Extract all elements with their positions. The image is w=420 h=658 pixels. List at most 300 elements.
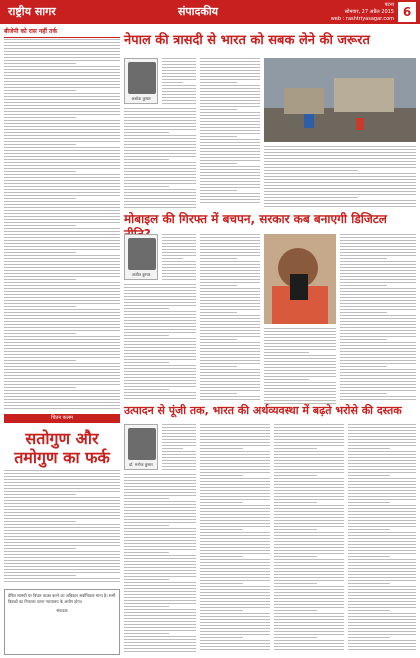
body-text-line	[124, 159, 169, 160]
body-text-line	[340, 384, 416, 385]
body-text-line	[348, 439, 416, 440]
body-text-line	[124, 132, 169, 133]
body-text-line	[200, 282, 260, 283]
imprint-box	[4, 589, 120, 655]
author-photo-2	[124, 234, 158, 280]
body-text-line	[4, 309, 120, 310]
body-text-line	[274, 547, 344, 548]
body-text-line	[124, 144, 196, 145]
body-text-line	[124, 347, 196, 348]
body-text-line	[4, 60, 120, 61]
body-text-line	[200, 643, 270, 644]
body-text-line	[4, 327, 120, 328]
body-text-line	[124, 615, 196, 616]
body-text-line	[4, 488, 120, 489]
body-text-line	[200, 475, 243, 476]
body-text-line	[162, 67, 196, 68]
body-text-line	[4, 141, 120, 142]
body-text-line	[264, 361, 336, 362]
body-text-line	[124, 123, 196, 124]
body-text-line	[274, 610, 317, 611]
body-text-line	[200, 190, 237, 191]
body-text-line	[4, 282, 120, 283]
body-text-line	[124, 365, 196, 366]
body-text-line	[162, 463, 196, 464]
date-line: पटना सोमवार, 27 अप्रैल 2015 web : rashtriyasagar.com	[330, 2, 394, 22]
body-text-line	[348, 520, 416, 521]
body-text-line	[200, 601, 270, 602]
body-text-line	[340, 261, 416, 262]
body-text-line	[200, 390, 260, 391]
body-text-line	[340, 252, 416, 253]
body-text-line	[200, 505, 270, 506]
body-text-line	[4, 228, 120, 229]
body-text-line	[4, 348, 120, 349]
body-text-line	[4, 521, 76, 522]
body-text-line	[200, 430, 270, 431]
body-text-line	[340, 294, 416, 295]
body-text-line	[124, 290, 196, 291]
body-text-line	[4, 219, 120, 220]
body-text-line	[200, 127, 260, 128]
body-text-line	[124, 362, 169, 363]
body-text-line	[200, 511, 270, 512]
body-text-line	[200, 118, 260, 119]
left-column	[4, 27, 120, 655]
body-text-line	[124, 528, 196, 529]
body-text-line	[348, 541, 416, 542]
body-text-line	[274, 631, 344, 632]
body-text-line	[4, 216, 120, 217]
body-text-line	[200, 82, 237, 83]
body-text-line	[124, 570, 196, 571]
body-text-line	[124, 624, 196, 625]
body-text-line	[124, 627, 196, 628]
body-text-line	[124, 302, 196, 303]
body-text-line	[4, 75, 120, 76]
body-text-line	[124, 174, 196, 175]
body-text-line	[264, 161, 416, 162]
body-text-line	[200, 399, 260, 400]
body-text-line	[200, 300, 260, 301]
body-text-line	[340, 357, 416, 358]
body-text-line	[200, 384, 260, 385]
body-text-line	[264, 164, 416, 165]
body-text-line	[200, 508, 270, 509]
body-text-line	[124, 168, 196, 169]
body-text-line	[200, 616, 270, 617]
left-body-text	[4, 39, 120, 411]
body-text-line	[124, 531, 196, 532]
body-text-line	[200, 261, 260, 262]
body-text-line	[200, 637, 243, 638]
body-text-line	[274, 589, 344, 590]
body-text-line	[124, 398, 196, 399]
body-text-line	[124, 207, 196, 208]
body-text-line	[4, 506, 120, 507]
body-text-line	[4, 258, 120, 259]
body-text-line	[4, 231, 120, 232]
body-text-line	[200, 94, 260, 95]
body-text-line	[124, 561, 196, 562]
body-text-line	[124, 195, 196, 196]
body-text-line	[124, 555, 196, 556]
body-text-line	[348, 562, 416, 563]
body-text-line	[264, 397, 336, 398]
body-text-line	[348, 556, 390, 557]
body-text-line	[200, 496, 270, 497]
body-text-line	[264, 346, 336, 347]
body-text-line	[200, 181, 260, 182]
body-text-line	[274, 544, 344, 545]
body-text-line	[264, 340, 336, 341]
body-text-line	[274, 514, 344, 515]
body-text-line	[274, 553, 344, 554]
body-text-line	[4, 240, 120, 241]
body-text-line	[264, 158, 416, 159]
story2-text-d	[340, 234, 416, 402]
body-text-line	[124, 329, 196, 330]
body-text-line	[124, 332, 196, 333]
body-text-line	[200, 112, 260, 113]
body-text-line	[264, 364, 336, 365]
body-text-line	[162, 237, 196, 238]
body-text-line	[340, 300, 416, 301]
body-text-line	[124, 371, 196, 372]
left-headline: सतोगुण और तमोगुण का फर्क	[14, 429, 110, 467]
body-text-line	[4, 312, 120, 313]
body-text-line	[162, 252, 196, 253]
body-text-line	[348, 544, 416, 545]
body-text-line	[200, 154, 260, 155]
body-text-line	[200, 487, 270, 488]
body-text-line	[340, 318, 416, 319]
body-text-line	[200, 396, 260, 397]
body-text-line	[4, 90, 76, 91]
body-text-line	[340, 351, 416, 352]
body-text-line	[4, 399, 120, 400]
story1-text-c	[200, 58, 260, 205]
body-text-line	[274, 487, 344, 488]
body-text-line	[4, 482, 120, 483]
body-text-line	[200, 252, 260, 253]
body-text-line	[264, 394, 336, 395]
body-text-line	[264, 149, 416, 150]
body-text-line	[162, 91, 196, 92]
body-text-line	[162, 94, 196, 95]
body-text-line	[124, 383, 196, 384]
body-text-line	[162, 73, 196, 74]
body-text-line	[200, 499, 270, 500]
body-text-line	[200, 61, 260, 62]
body-text-line	[4, 288, 120, 289]
body-text-line	[348, 550, 416, 551]
body-text-line	[4, 192, 120, 193]
body-text-line	[200, 103, 260, 104]
body-text-line	[200, 64, 260, 65]
body-text-line	[124, 189, 196, 190]
body-text-line	[124, 477, 196, 478]
body-text-line	[274, 616, 344, 617]
body-text-line	[124, 534, 196, 535]
body-text-line	[124, 308, 169, 309]
body-text-line	[200, 366, 237, 367]
body-text-line	[264, 203, 416, 204]
body-text-line	[162, 279, 196, 280]
body-text-line	[200, 532, 270, 533]
body-text-line	[4, 509, 120, 510]
body-text-line	[124, 180, 196, 181]
body-text-line	[4, 162, 120, 163]
body-text-line	[340, 282, 416, 283]
body-text-line	[200, 448, 243, 449]
body-text-line	[162, 64, 196, 65]
body-text-line	[264, 379, 309, 380]
body-text-line	[348, 460, 416, 461]
body-text-line	[4, 512, 120, 513]
body-text-line	[348, 454, 416, 455]
body-text-line	[200, 451, 270, 452]
body-text-line	[200, 348, 260, 349]
body-text-line	[200, 640, 270, 641]
body-text-line	[4, 542, 120, 543]
body-text-line	[200, 73, 260, 74]
body-text-line	[274, 571, 344, 572]
body-text-line	[124, 353, 196, 354]
body-text-line	[340, 336, 416, 337]
body-text-line	[200, 160, 260, 161]
body-text-line	[200, 547, 270, 548]
body-text-line	[348, 487, 416, 488]
body-text-line	[4, 548, 76, 549]
body-text-line	[264, 388, 336, 389]
body-text-line	[274, 424, 344, 425]
body-text-line	[4, 93, 120, 94]
body-text-line	[200, 267, 260, 268]
body-text-line	[264, 385, 336, 386]
body-text-line	[124, 639, 196, 640]
body-text-line	[4, 105, 120, 106]
left-body-text-2	[4, 470, 120, 584]
body-text-line	[124, 323, 196, 324]
body-text-line	[124, 326, 196, 327]
body-text-line	[162, 445, 196, 446]
body-text-line	[162, 240, 196, 241]
body-text-line	[124, 284, 196, 285]
body-text-line	[348, 505, 416, 506]
body-text-line	[200, 333, 260, 334]
body-text-line	[200, 336, 260, 337]
body-text-line	[124, 492, 196, 493]
body-text-line	[348, 430, 416, 431]
story3-text-c	[200, 424, 270, 652]
body-text-line	[4, 279, 76, 280]
story2-text-e	[264, 328, 336, 406]
body-text-line	[124, 609, 196, 610]
body-text-line	[4, 270, 120, 271]
body-text-line	[4, 285, 120, 286]
body-text-line	[274, 565, 344, 566]
body-text-line	[274, 505, 344, 506]
body-text-line	[340, 321, 416, 322]
body-text-line	[264, 173, 416, 174]
body-text-line	[348, 571, 416, 572]
body-text-line	[124, 633, 169, 634]
body-text-line	[124, 359, 196, 360]
body-text-line	[124, 606, 169, 607]
body-text-line	[274, 475, 317, 476]
body-text-line	[4, 485, 120, 486]
body-text-line	[162, 451, 196, 452]
body-text-line	[4, 273, 120, 274]
body-text-line	[348, 628, 416, 629]
body-text-line	[200, 544, 270, 545]
body-text-line	[200, 330, 260, 331]
body-text-line	[4, 222, 120, 223]
body-text-line	[264, 373, 336, 374]
body-text-line	[4, 315, 120, 316]
body-text-line	[200, 249, 260, 250]
body-text-line	[264, 155, 416, 156]
body-text-line	[4, 569, 120, 570]
body-text-line	[124, 201, 196, 202]
body-text-line	[124, 540, 196, 541]
body-text-line	[200, 255, 260, 256]
body-text-line	[4, 39, 120, 40]
body-text-line	[274, 466, 344, 467]
body-text-line	[124, 552, 169, 553]
author-face	[128, 428, 156, 460]
body-text-line	[348, 475, 390, 476]
body-text-line	[200, 520, 270, 521]
body-text-line	[274, 457, 344, 458]
body-text-line	[274, 628, 344, 629]
body-text-line	[340, 330, 416, 331]
body-text-line	[4, 318, 120, 319]
body-text-line	[200, 270, 260, 271]
body-text-line	[4, 527, 120, 528]
body-text-line	[274, 508, 344, 509]
body-text-line	[274, 613, 344, 614]
body-text-line	[340, 312, 387, 313]
body-text-line	[4, 120, 120, 121]
body-text-line	[274, 502, 317, 503]
body-text-line	[340, 360, 416, 361]
body-text-line	[340, 366, 387, 367]
body-text-line	[4, 144, 76, 145]
body-text-line	[200, 309, 260, 310]
body-text-line	[4, 180, 120, 181]
body-text-line	[124, 564, 196, 565]
body-text-line	[274, 595, 344, 596]
body-text-line	[4, 476, 120, 477]
body-text-line	[264, 188, 416, 189]
body-text-line	[200, 91, 260, 92]
story2-text-a	[162, 234, 196, 282]
body-text-line	[200, 357, 260, 358]
body-text-line	[124, 636, 196, 637]
body-text-line	[4, 102, 120, 103]
body-text-line	[124, 525, 169, 526]
body-text-line	[200, 291, 260, 292]
body-text-line	[4, 402, 120, 403]
body-text-line	[200, 378, 260, 379]
body-text-line	[274, 496, 344, 497]
body-text-line	[4, 581, 120, 582]
body-text-line	[124, 489, 196, 490]
body-text-line	[274, 622, 344, 623]
story3-text-b	[124, 474, 196, 654]
body-text-line	[348, 613, 416, 614]
story1-text-b	[124, 108, 196, 210]
body-text-line	[340, 249, 416, 250]
body-text-line	[200, 237, 260, 238]
body-text-line	[348, 484, 416, 485]
body-text-line	[200, 136, 237, 137]
body-text-line	[200, 562, 270, 563]
body-text-line	[124, 183, 196, 184]
story2-text-c	[200, 234, 260, 402]
body-text-line	[264, 334, 336, 335]
body-text-line	[200, 318, 260, 319]
body-text-line	[124, 296, 196, 297]
body-text-line	[200, 88, 260, 89]
body-text-line	[162, 58, 196, 59]
body-text-line	[162, 430, 196, 431]
body-text-line	[200, 586, 270, 587]
left-top-title: बीजेपी को रास नहीं तर्क	[4, 27, 120, 38]
body-text-line	[274, 640, 344, 641]
body-text-line	[348, 637, 390, 638]
body-text-line	[124, 513, 196, 514]
body-text-line	[124, 642, 196, 643]
body-text-line	[348, 526, 416, 527]
body-text-line	[274, 598, 344, 599]
body-text-line	[348, 532, 416, 533]
body-text-line	[200, 276, 260, 277]
body-text-line	[4, 563, 120, 564]
body-text-line	[162, 460, 196, 461]
left-kicker: चिंतन कलम	[4, 414, 120, 423]
body-text-line	[200, 523, 270, 524]
body-text-line	[4, 54, 120, 55]
body-text-line	[4, 342, 120, 343]
body-text-line	[348, 448, 390, 449]
body-text-line	[4, 126, 120, 127]
body-text-line	[200, 571, 270, 572]
body-text-line	[124, 648, 196, 649]
body-text-line	[264, 170, 358, 171]
body-text-line	[340, 309, 416, 310]
body-text-line	[4, 500, 120, 501]
body-text-line	[348, 451, 416, 452]
body-text-line	[200, 172, 260, 173]
body-text-line	[348, 598, 416, 599]
body-text-line	[340, 264, 416, 265]
body-text-line	[4, 72, 120, 73]
body-text-line	[274, 586, 344, 587]
body-text-line	[274, 439, 344, 440]
body-text-line	[4, 123, 120, 124]
body-text-line	[4, 204, 120, 205]
body-text-line	[200, 175, 260, 176]
body-text-line	[124, 567, 196, 568]
body-text-line	[4, 165, 120, 166]
body-text-line	[200, 70, 260, 71]
paper-name: राष्ट्रीय सागर	[8, 5, 56, 18]
body-text-line	[200, 526, 270, 527]
body-text-line	[200, 559, 270, 560]
